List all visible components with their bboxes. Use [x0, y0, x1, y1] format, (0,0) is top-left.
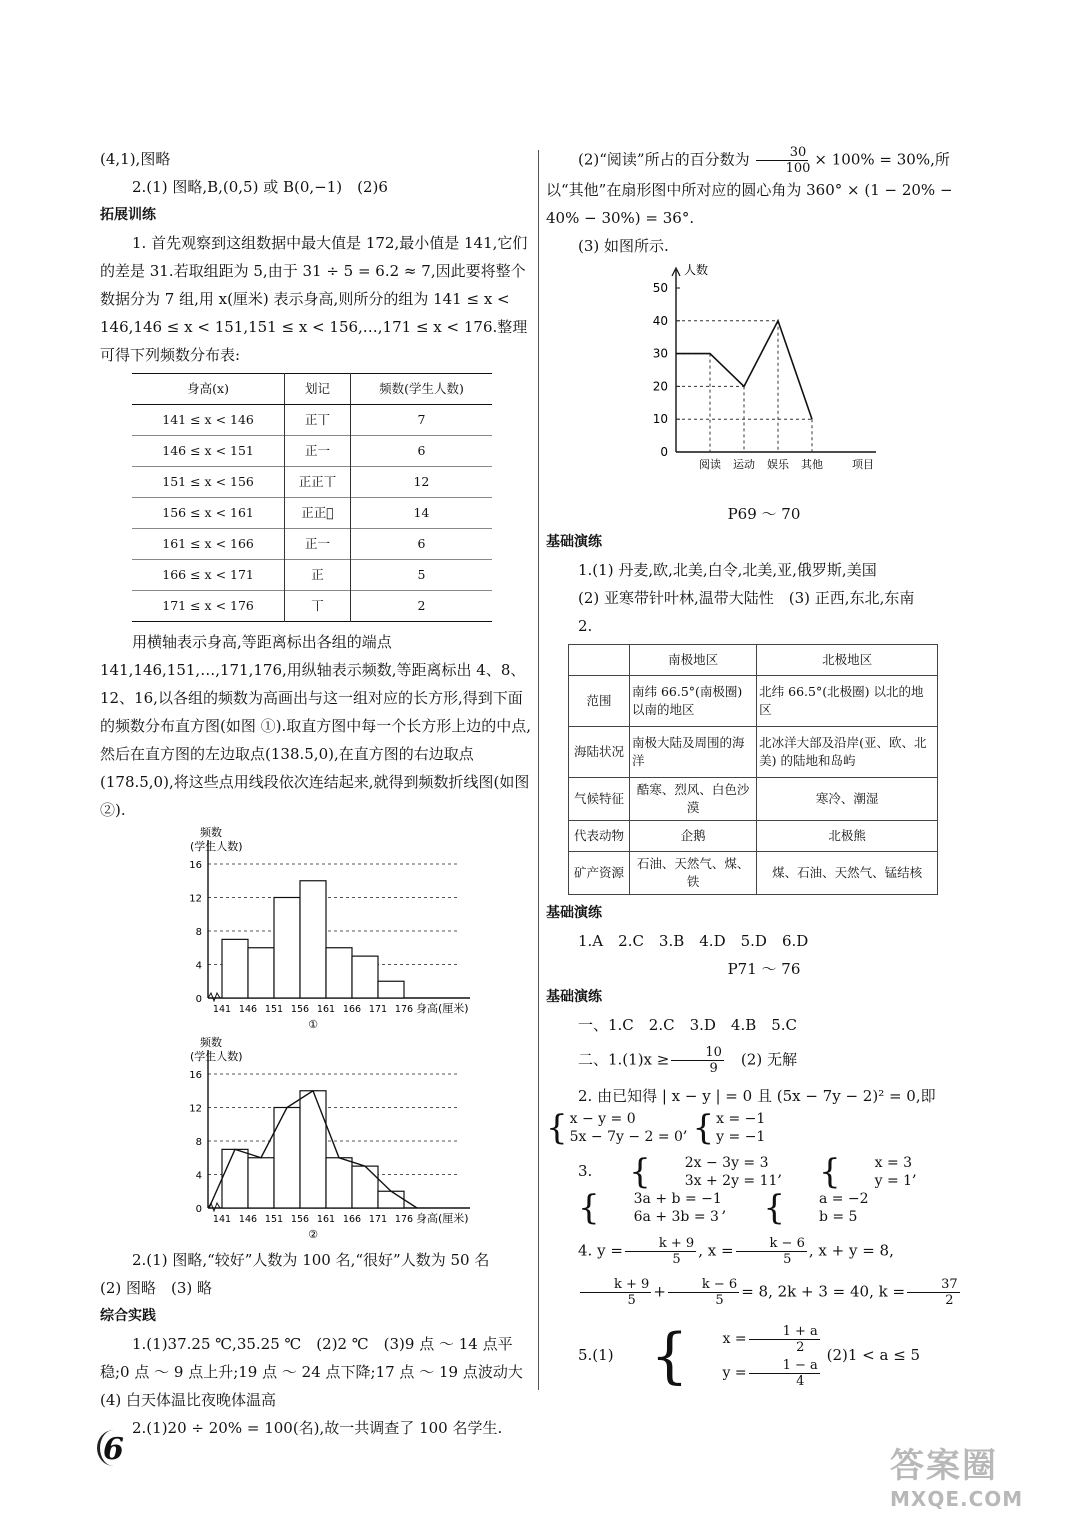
fraction-numerator: 1 − a [749, 1358, 820, 1374]
equation: 2x − 3y = 3 [684, 1155, 769, 1171]
table-row [132, 467, 492, 498]
table-cell: 正丅 [285, 405, 351, 436]
y-tick-label: 0 [195, 1204, 202, 1215]
y-tick-label: 12 [189, 893, 202, 905]
y-tick-label: 16 [189, 860, 202, 871]
equation: a = −2 [818, 1191, 869, 1207]
table-cell: 5 [350, 560, 492, 591]
fraction [907, 1277, 960, 1308]
table-row [569, 852, 938, 895]
table-row [132, 591, 492, 622]
table-cell: 2 [350, 591, 492, 622]
equation-line: { x − y = 0 5x − 7y − 2 = 0 , { x = −1 y = −1 [546, 1108, 766, 1148]
section-heading: 综合实践 [100, 1308, 156, 1324]
table-cell: 北冰洋大部及沿岸(亚、欧、北美) 的陆地和岛屿 [757, 727, 938, 778]
x-tick-label: 娱乐 [767, 458, 789, 471]
x-tick-label: 156 [290, 1214, 310, 1225]
y-axis-label: (学生人数) [190, 1050, 243, 1063]
fraction-denominator: 5 [715, 1293, 724, 1308]
text-run: (2)“阅读”所占的百分数为 [578, 150, 750, 169]
x-tick-label: 141 [212, 1004, 232, 1015]
fraction-denominator: 2 [796, 1339, 805, 1355]
equation: x = 3 [874, 1155, 913, 1171]
histogram-bar [378, 981, 404, 998]
x-tick-label: 151 [264, 1214, 284, 1225]
answer-paragraph: 用横轴表示身高,等距离标出各组的端点 141,146,151,…,171,176,用纵轴表示频数,等距离标出 4、8、12、16,以各组的频数为高画出与这一组对应的长方形,得到下面的频数分布直方图(如图 ①).取直方图中每一个长方形上边的中点,然后在直方图的左边取点(138.5,0),在直方图的右边取点(178.5,0),将这些点用线段依次连结起来,就得到频数折线图(如图 ②). [100, 633, 532, 819]
x-tick-label: 161 [316, 1214, 336, 1225]
x-tick-label: 176 [394, 1004, 414, 1015]
y-tick-label: 12 [189, 1103, 202, 1115]
table-row [132, 498, 492, 529]
fraction-denominator: 100 [785, 161, 811, 176]
equation [691, 1322, 822, 1356]
equation-line: 3. { 2x − 3y = 3 3x + 2y = 11 , { x = 3 y = 1 , { 3a + b = −1 6a + 3b = 3 , { a = −2 b = 5 [546, 1154, 982, 1226]
y-tick-label: 50 [652, 281, 668, 295]
fraction-denominator: 9 [709, 1061, 718, 1076]
answer-line: (2) 图略 (3) 略 [100, 1279, 213, 1297]
fraction-numerator: 30 [756, 145, 809, 161]
equation-line: $\frac{k + 9}{5}$ + $\frac{k - 6}{5}$ = 8, 2k + 3 = 40, k = $\frac{37}{2}$ [546, 1277, 982, 1308]
table-row [569, 778, 938, 821]
answer-paragraph: 1. 首先观察到这组数据中最大值是 172,最小值是 141,它们的差是 31.若取组距为 5,由于 31 ÷ 5 = 6.2 ≈ 7,因此要将整个数据分为 7 组,用 x(厘米) 表示身高,则所分的组为 141 ≤ x < 146,146 ≤ x < 151,151 ≤ x < 156,…,171 ≤ x < 176.整理可得下列频数分布表: [100, 234, 528, 364]
x-tick-label: 151 [264, 1004, 284, 1015]
table-cell: 范围 [569, 676, 630, 727]
text-run: (2) 无解 [740, 1050, 797, 1069]
y-tick-label: 16 [189, 1070, 202, 1081]
column-divider [538, 150, 539, 1390]
left-column [100, 145, 532, 1442]
table-cell: 166 ≤ x < 171 [132, 560, 285, 591]
equation-line [546, 1236, 982, 1267]
watermark [890, 1438, 1040, 1511]
answer-line: (2) 亚寒带针叶林,温带大陆性 (3) 正西,东北,东南 [578, 589, 915, 607]
table-header: 频数(学生人数) [350, 374, 492, 405]
table-cell: 正正𠀆 [285, 498, 351, 529]
histogram-bar [300, 1091, 326, 1208]
fraction-denominator: 5 [627, 1293, 636, 1308]
equation: b = 5 [818, 1209, 858, 1225]
histogram-bar [222, 1149, 248, 1208]
y-tick-label: 0 [660, 445, 668, 459]
text-run: 4. y = [578, 1241, 623, 1260]
section-heading: 基础演练 [546, 905, 602, 921]
table-header: 划记 [285, 374, 351, 405]
answer-line: (4,1),图略 [100, 150, 171, 168]
fraction [749, 1358, 820, 1389]
histogram-bar [248, 948, 274, 998]
answer-line: 1.A 2.C 3.B 4.D 5.D 6.D [578, 932, 809, 950]
table-cell: 6 [350, 529, 492, 560]
equation-line [546, 1322, 982, 1390]
answer-line: (4) 白天体温比夜晚体温高 [100, 1391, 277, 1409]
table-header [569, 645, 630, 676]
table-cell: 146 ≤ x < 151 [132, 436, 285, 467]
watermark-url: MXQE.COM [890, 1487, 1024, 1511]
table-cell: 14 [350, 498, 492, 529]
equation: 6a + 3b = 3 [633, 1209, 719, 1225]
table-cell: 北纬 66.5°(北极圈) 以北的地区 [757, 676, 938, 727]
x-tick-label: 176 [394, 1214, 414, 1225]
table-cell: 北极熊 [757, 821, 938, 852]
answer-paragraph [546, 145, 982, 232]
fraction-denominator: 2 [945, 1293, 954, 1308]
polar-regions-table [568, 644, 938, 895]
answer-line: (3) 如图所示. [578, 237, 669, 255]
table-cell: 156 ≤ x < 161 [132, 498, 285, 529]
equation-system: { 2x − 3y = 3 3x + 2y = 11 [629, 1152, 778, 1192]
y-tick-label: 4 [195, 1170, 202, 1182]
table-row [569, 645, 938, 676]
answer-line: 一、1.C 2.C 3.D 4.B 5.C [578, 1016, 798, 1034]
fraction-numerator: k − 6 [736, 1236, 807, 1252]
y-tick-label: 0 [195, 994, 202, 1005]
table-row [132, 529, 492, 560]
equation: 3a + b = −1 [633, 1191, 722, 1207]
table-header: 北极地区 [757, 645, 938, 676]
table-cell: 12 [350, 467, 492, 498]
histogram-bar [222, 939, 248, 998]
axis-break [208, 993, 220, 1001]
fraction [625, 1236, 696, 1267]
y-axis-label: 频数 [200, 1036, 222, 1049]
table-cell: 石油、天然气、煤、铁 [630, 852, 757, 895]
watermark-logo-text: 答案圈 [890, 1446, 998, 1486]
answer-line: 2. 由已知得 | x − y | = 0 且 (5x − 7y − 2)² = 0,即 [578, 1087, 936, 1105]
equation-system: { a = −2 b = 5 [763, 1188, 869, 1228]
histogram-bar [326, 948, 352, 998]
frequency-table [132, 373, 492, 622]
table-cell: 煤、石油、天然气、锰结核 [757, 852, 938, 895]
text-run: 5.(1) [578, 1346, 614, 1364]
equation-system: { x = $\frac{1 + a}{2}$ y = $\frac{1 - a}{4}$ [618, 1322, 821, 1390]
table-row [569, 727, 938, 778]
x-axis-label: 身高(厘米) [416, 1212, 469, 1225]
x-axis-label: 项目 [852, 458, 874, 471]
y-tick-label: 20 [652, 379, 668, 394]
x-tick-label: 146 [238, 1214, 258, 1225]
table-row [132, 560, 492, 591]
fraction [752, 145, 813, 176]
table-row [132, 405, 492, 436]
fraction-numerator: k − 6 [668, 1277, 739, 1293]
section-heading: 拓展训练 [100, 207, 156, 223]
y-tick-label: 40 [652, 313, 668, 328]
page-number-text: 6 [103, 1432, 124, 1467]
x-tick-label: 阅读 [699, 458, 721, 471]
equation: 5x − 7y − 2 = 0 [569, 1129, 683, 1145]
equation-system: { x − y = 0 5x − 7y − 2 = 0 [546, 1108, 683, 1148]
fraction-denominator: 5 [672, 1252, 681, 1267]
equation-system: { 3a + b = −1 6a + 3b = 3 [578, 1188, 722, 1228]
y-tick-label: 10 [652, 412, 668, 427]
fraction [580, 1277, 651, 1308]
figure-caption: ① [308, 1018, 318, 1031]
y-axis-label: 频数 [200, 826, 222, 839]
equation: 3x + 2y = 11 [684, 1173, 778, 1189]
equation: y = 1 [874, 1173, 913, 1189]
table-cell: 海陆状况 [569, 727, 630, 778]
histogram-bar [300, 881, 326, 998]
equation: x − y = 0 [569, 1111, 636, 1127]
x-tick-label: 141 [212, 1214, 232, 1225]
fraction-denominator: 5 [783, 1252, 792, 1267]
text-run: = 8, 2k + 3 = 40, k = [741, 1282, 906, 1301]
frequency-polygon-chart [160, 1036, 500, 1246]
x-tick-label: 运动 [733, 458, 755, 471]
fraction-numerator: 1 + a [749, 1324, 820, 1340]
activity-line-chart [636, 260, 936, 490]
table-cell: 气候特征 [569, 778, 630, 821]
histogram-bar [248, 1158, 274, 1208]
answer-line: 2.(1)20 ÷ 20% = 100(名),故一共调查了 100 名学生. [132, 1419, 503, 1437]
answer-line: 2.(1) 图略,B,(0,5) 或 B(0,−1) (2)6 [132, 178, 388, 196]
text-run: 3. [578, 1162, 593, 1180]
fraction [749, 1324, 820, 1355]
table-row [569, 821, 938, 852]
x-tick-label: 其他 [801, 458, 823, 471]
fraction-numerator: 37 [907, 1277, 960, 1293]
figure-caption: ② [308, 1228, 318, 1241]
table-cell: 正 [285, 560, 351, 591]
page-number [103, 1432, 124, 1467]
table-cell: 6 [350, 436, 492, 467]
histogram-bar [378, 1191, 404, 1208]
table-header: 南极地区 [630, 645, 757, 676]
y-tick-label: 30 [652, 346, 668, 361]
equation [691, 1356, 822, 1390]
section-heading: 基础演练 [546, 534, 602, 550]
text-run: , x = [698, 1241, 734, 1260]
table-cell: 南纬 66.5°(南极圈) 以南的地区 [630, 676, 757, 727]
fraction-denominator: 4 [796, 1373, 805, 1389]
page-number-ornament [97, 1430, 130, 1466]
table-cell: 正一 [285, 436, 351, 467]
histogram-chart [160, 826, 500, 1036]
fraction [671, 1045, 724, 1076]
fraction-numerator: k + 9 [625, 1236, 696, 1252]
answer-line [546, 1045, 982, 1076]
histogram-bar [352, 1166, 378, 1208]
text-run: 二、1.(1)x ≥ [578, 1050, 670, 1069]
equation-system: { x = 3 y = 1 [818, 1152, 913, 1192]
y-tick-label: 4 [195, 960, 202, 972]
equation-system: { x = −1 y = −1 [692, 1108, 766, 1148]
table-cell: 代表动物 [569, 821, 630, 852]
table-header: 身高(x) [132, 374, 285, 405]
section-heading: 基础演练 [546, 989, 602, 1005]
table-cell: 7 [350, 405, 492, 436]
page-range-heading: P69 ～ 70 [727, 505, 801, 523]
table-cell: 151 ≤ x < 156 [132, 467, 285, 498]
x-tick-label: 166 [342, 1004, 362, 1015]
table-cell: 南极大陆及周围的海洋 [630, 727, 757, 778]
histogram-bar [326, 1158, 352, 1208]
text-run: , x + y = 8, [808, 1241, 894, 1260]
text-run: (2)1 < a ≤ 5 [826, 1346, 921, 1364]
table-cell: 171 ≤ x < 176 [132, 591, 285, 622]
x-tick-label: 171 [368, 1214, 388, 1225]
histogram-bar [274, 898, 300, 999]
fraction-numerator: 10 [671, 1045, 724, 1061]
answer-line: 1.(1) 丹麦,欧,北美,白令,北美,亚,俄罗斯,美国 [578, 561, 877, 579]
text-run: × 100% = 30%,所以“其他”在扇形图中所对应的圆心角为 360° × (1 − 20% − 40% − 30%) = 36°. [546, 150, 953, 227]
histogram-bar [274, 1108, 300, 1209]
table-row [132, 436, 492, 467]
equation: y = −1 [716, 1129, 766, 1145]
page-range-heading: P71 ～ 76 [727, 960, 801, 978]
text-run: x = [722, 1331, 747, 1347]
table-cell: 正一 [285, 529, 351, 560]
table-cell: 企鹅 [630, 821, 757, 852]
fraction [668, 1277, 739, 1308]
x-tick-label: 161 [316, 1004, 336, 1015]
y-tick-label: 8 [195, 1137, 202, 1148]
table-cell: 141 ≤ x < 146 [162, 412, 254, 427]
table-cell: 161 ≤ x < 166 [132, 529, 285, 560]
histogram-bar [352, 956, 378, 998]
x-tick-label: 156 [290, 1004, 310, 1015]
answer-line: 2. [578, 617, 593, 635]
text-run: y = [722, 1365, 747, 1381]
y-axis-label: 人数 [684, 263, 709, 277]
answer-line: 2.(1) 图略,“较好”人数为 100 名,“很好”人数为 50 名 [132, 1251, 490, 1269]
x-tick-label: 146 [238, 1004, 258, 1015]
table-cell: 寒冷、潮湿 [757, 778, 938, 821]
fraction [736, 1236, 807, 1267]
x-tick-label: 171 [368, 1004, 388, 1015]
table-cell: 正正丅 [285, 467, 351, 498]
table-row [569, 676, 938, 727]
fraction-numerator: k + 9 [580, 1277, 651, 1293]
x-axis-label: 身高(厘米) [416, 1002, 469, 1015]
equation: x = −1 [716, 1111, 766, 1127]
table-cell: 丅 [285, 591, 351, 622]
y-tick-label: 8 [195, 927, 202, 938]
x-tick-label: 166 [342, 1214, 362, 1225]
y-axis-label: (学生人数) [190, 840, 243, 853]
table-cell: 矿产资源 [569, 852, 630, 895]
table-cell: 酷寒、烈风、白色沙漠 [630, 778, 757, 821]
answer-paragraph: 1.(1)37.25 ℃,35.25 ℃ (2)2 ℃ (3)9 点 ～ 14 点平稳;0 点 ～ 9 点上升;19 点 ～ 24 点下降;17 点 ～ 19 点波动大 [100, 1335, 523, 1381]
right-column [546, 145, 982, 1390]
